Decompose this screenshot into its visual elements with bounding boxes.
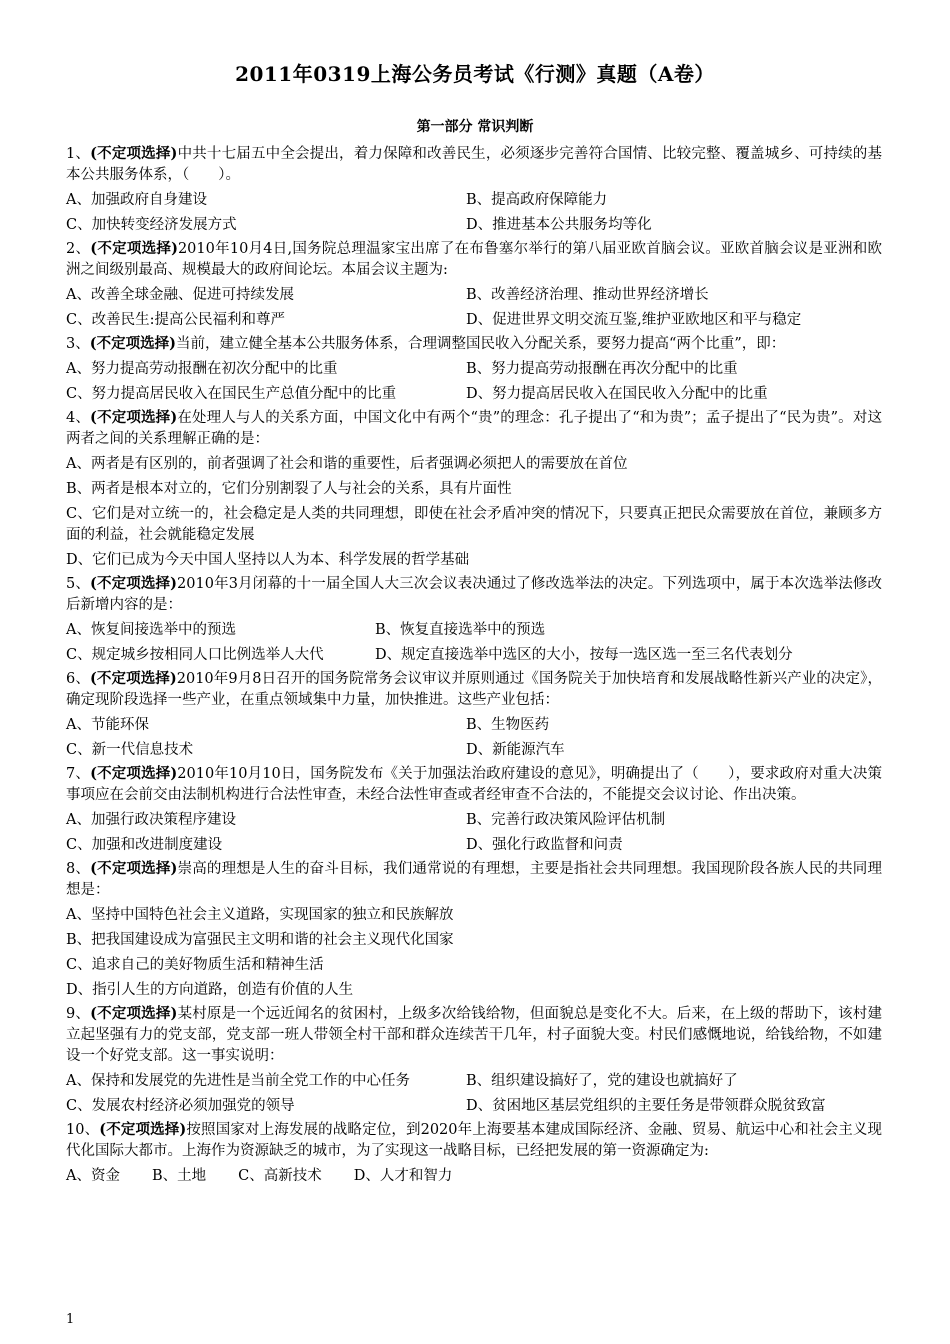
option-b: B、把我国建设成为富强民主文明和谐的社会主义现代化国家	[66, 932, 454, 948]
question-type-tag: (不定项选择)	[90, 145, 178, 162]
option-d: D、人才和智力	[353, 1168, 453, 1184]
option-d: D、新能源汽车	[466, 742, 565, 758]
option-b: B、生物医药	[466, 717, 550, 733]
option-c: C、改善民生:提高公民福利和尊严	[66, 312, 285, 328]
option-c: C、高新技术	[238, 1168, 322, 1184]
option-d: D、推进基本公共服务均等化	[466, 217, 652, 233]
question-text: 2010年9月8日召开的国务院常务会议审议并原则通过《国务院关于加快培育和发展战略性新兴产业的决定》，确定现阶段选择一些产业，在重点领域集中力量，加快推进。这些产业包括：	[66, 671, 882, 708]
question-5	[66, 573, 882, 616]
option-d: D、它们已成为今天中国人坚持以人为本、科学发展的哲学基础	[66, 552, 470, 568]
option-a: A、加强政府自身建设	[66, 192, 207, 208]
option-b: B、两者是根本对立的，它们分别割裂了人与社会的关系，具有片面性	[66, 481, 512, 497]
option-b: B、土地	[151, 1168, 207, 1184]
options-row	[66, 835, 882, 856]
question-type-tag: (不定项选择)	[90, 575, 178, 592]
option-c: C、追求自己的美好物质生活和精神生活	[66, 957, 324, 973]
question-type-tag: (不定项选择)	[90, 860, 178, 877]
option-c: C、努力提高居民收入在国民生产总值分配中的比重	[66, 386, 397, 402]
option-a: A、资金	[66, 1168, 120, 1184]
option-d: D、努力提高居民收入在国民收入分配中的比重	[466, 386, 768, 402]
question-number: 4、	[66, 410, 91, 426]
question-number: 3、	[66, 336, 90, 352]
option-a: A、改善全球金融、促进可持续发展	[66, 287, 294, 303]
options-row	[66, 285, 882, 306]
question-text: 在处理人与人的关系方面，中国文化中有两个“贵”的理念：孔子提出了“和为贵”；孟子提出了“民为贵”。对这两者之间的关系理解正确的是：	[66, 410, 882, 447]
option-a: A、节能环保	[66, 717, 149, 733]
options-row	[66, 740, 882, 761]
option-c: C、加强和改进制度建设	[66, 837, 223, 853]
question-text: 2010年10月4日,国务院总理温家宝出席了在布鲁塞尔举行的第八届亚欧首脑会议。亚欧首脑会议是亚洲和欧洲之间级别最高、规模最大的政府间论坛。本届会议主题为:	[66, 241, 883, 278]
question-number: 9、	[66, 1006, 91, 1022]
question-type-tag: (不定项选择)	[99, 1121, 187, 1138]
option-b: B、组织建设搞好了，党的建设也就搞好了	[466, 1073, 738, 1089]
options-row	[66, 715, 882, 736]
page-number: 1	[66, 1312, 75, 1327]
question-number: 10、	[66, 1122, 100, 1138]
options-row	[66, 1166, 882, 1187]
question-7	[66, 763, 882, 806]
option-c: C、它们是对立统一的，社会稳定是人类的共同理想，即使在社会矛盾冲突的情况下，只要真正把民众需要放在首位，兼顾多方面的利益，社会就能稳定发展	[66, 506, 882, 543]
question-number: 1、	[66, 146, 91, 162]
option-a: A、加强行政决策程序建设	[66, 812, 236, 828]
options-row	[66, 645, 882, 666]
option-d: D、贫困地区基层党组织的主要任务是带领群众脱贫致富	[466, 1098, 826, 1114]
question-6	[66, 668, 882, 711]
question-text: 崇高的理想是人生的奋斗目标，我们通常说的有理想，主要是指社会共同理想。我国现阶段各族人民的共同理想是：	[66, 861, 882, 898]
option-a: A、努力提高劳动报酬在初次分配中的比重	[66, 361, 338, 377]
options-row	[66, 310, 882, 331]
options-row	[66, 190, 882, 211]
question-number: 7、	[66, 766, 91, 782]
options-row	[66, 359, 882, 380]
option-b: B、恢复直接选举中的预选	[375, 622, 546, 638]
question-number: 2、	[66, 241, 91, 257]
option-b: B、改善经济治理、推动世界经济增长	[466, 287, 709, 303]
question-2	[66, 238, 882, 281]
question-type-tag: (不定项选择)	[90, 409, 178, 426]
option-b: B、努力提高劳动报酬在再次分配中的比重	[466, 361, 738, 377]
option-a: A、坚持中国特色社会主义道路，实现国家的独立和民族解放	[66, 907, 454, 923]
options-row	[66, 215, 882, 236]
question-3	[66, 333, 882, 355]
options-row	[66, 1071, 882, 1092]
option-d: D、规定直接选举中选区的大小，按每一选区选一至三名代表划分	[375, 647, 793, 663]
option-a: A、两者是有区别的，前者强调了社会和谐的重要性，后者强调必须把人的需要放在首位	[66, 456, 628, 472]
question-type-tag: (不定项选择)	[90, 240, 178, 257]
question-text: 2010年10月10日，国务院发布《关于加强法治政府建设的意见》，明确提出了（ ），要求政府对重大决策事项应在会前交由法制机构进行合法性审查，未经合法性审查或者经审查不合法的，不能提交会议讨论、作出决策。	[66, 766, 882, 803]
question-1	[66, 143, 882, 186]
option-d: D、强化行政监督和问责	[466, 837, 623, 853]
section-heading: 第一部分 常识判断	[416, 119, 534, 135]
question-text: 中共十七届五中全会提出，着力保障和改善民生，必须逐步完善符合国情、比较完整、覆盖城乡、可持续的基本公共服务体系，（ ）。	[66, 146, 882, 183]
option-c: C、加快转变经济发展方式	[66, 217, 237, 233]
question-text: 2010年3月闭幕的十一届全国人大三次会议表决通过了修改选举法的决定。下列选项中，属于本次选举法修改后新增内容的是：	[66, 576, 882, 613]
question-text: 某村原是一个远近闻名的贫困村，上级多次给钱给物，但面貌总是变化不大。后来，在上级的帮助下，该村建立起坚强有力的党支部，党支部一班人带领全村干部和群众连续苦干几年，村子面貌大变。村民们感慨地说，给钱给物，不如建设一个好党支部。这一事实说明：	[66, 1006, 882, 1064]
option-c: C、发展农村经济必须加强党的领导	[66, 1098, 295, 1114]
question-text: 按照国家对上海发展的战略定位，到2020年上海要基本建成国际经济、金融、贸易、航运中心和社会主义现代化国际大都市。上海作为资源缺乏的城市，为了实现这一战略目标，已经把发展的第一资源确定为:	[66, 1122, 882, 1159]
option-a: A、恢复间接选举中的预选	[66, 622, 236, 638]
question-4	[66, 407, 882, 450]
question-list	[66, 141, 882, 1187]
question-number: 8、	[66, 861, 91, 877]
question-type-tag: (不定项选择)	[90, 1005, 178, 1022]
option-b: B、提高政府保障能力	[466, 192, 608, 208]
question-10	[66, 1119, 882, 1162]
options-row	[66, 384, 882, 405]
question-8	[66, 858, 882, 901]
option-b: B、完善行政决策风险评估机制	[466, 812, 666, 828]
options-row	[66, 1096, 882, 1117]
question-type-tag: (不定项选择)	[89, 670, 177, 687]
options-row	[66, 810, 882, 831]
question-type-tag: (不定项选择)	[90, 765, 178, 782]
question-number: 6、	[66, 671, 90, 687]
option-c: C、规定城乡按相同人口比例选举人大代	[66, 647, 324, 663]
option-c: C、新一代信息技术	[66, 742, 194, 758]
question-number: 5、	[66, 576, 90, 592]
page-title: 2011年0319上海公务员考试《行测》真题（A卷）	[235, 62, 715, 86]
question-9	[66, 1003, 882, 1067]
options-row	[66, 620, 882, 641]
option-a: A、保持和发展党的先进性是当前全党工作的中心任务	[66, 1073, 410, 1089]
question-text: 当前，建立健全基本公共服务体系，合理调整国民收入分配关系，要努力提高“两个比重”，即：	[175, 336, 786, 352]
question-type-tag: (不定项选择)	[89, 335, 176, 352]
option-d: D、指引人生的方向道路，创造有价值的人生	[66, 982, 354, 998]
option-d: D、促进世界文明交流互鉴,维护亚欧地区和平与稳定	[466, 312, 802, 328]
